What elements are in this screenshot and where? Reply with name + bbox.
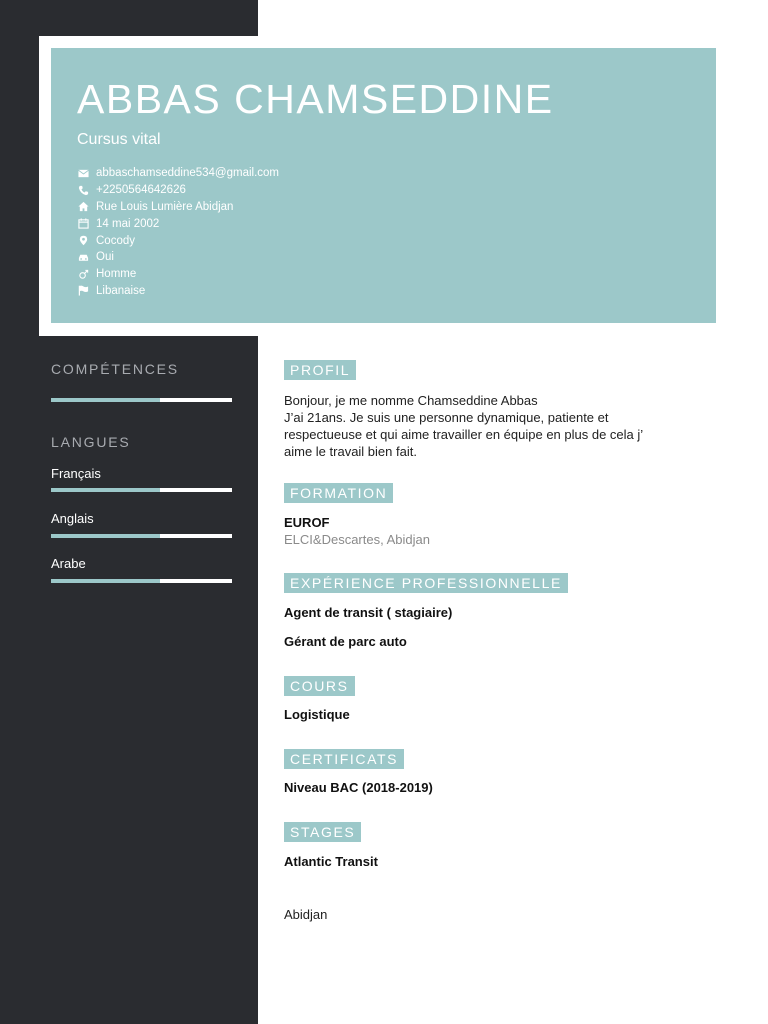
profil-line: aime le travail bien fait.	[284, 444, 417, 459]
language-arabic-bar	[51, 579, 232, 583]
experience-item: Gérant de parc auto	[284, 634, 407, 649]
contact-list	[76, 165, 279, 299]
contact-email[interactable]	[76, 165, 279, 182]
skills-level-bar	[51, 398, 232, 402]
map-pin-icon	[76, 235, 90, 247]
contact-city-text: Cocody	[96, 234, 135, 247]
language-english: Anglais	[51, 511, 94, 526]
contact-email-text: abbaschamseddine534@gmail.com	[96, 167, 280, 180]
envelope-icon	[76, 167, 90, 179]
section-title-formation: FORMATION	[284, 483, 393, 503]
profil-text	[284, 392, 704, 460]
contact-address	[76, 199, 279, 216]
language-arabic: Arabe	[51, 556, 86, 571]
languages-title: LANGUES	[51, 434, 131, 450]
contact-phone[interactable]	[76, 182, 279, 199]
resume-subtitle: Cursus vital	[77, 131, 161, 148]
language-english-bar	[51, 534, 232, 538]
stages-item: Atlantic Transit	[284, 854, 378, 869]
phone-icon	[76, 184, 90, 196]
car-icon	[76, 251, 90, 263]
section-title-stages: STAGES	[284, 822, 361, 842]
skills-title: COMPÉTENCES	[51, 361, 179, 377]
formation-detail: ELCI&Descartes, Abidjan	[284, 532, 430, 547]
language-arabic-fill	[51, 579, 160, 583]
profil-line: respectueuse et qui aime travailler en équipe en plus de cela j’	[284, 427, 644, 442]
contact-driving	[76, 249, 279, 266]
contact-phone-text: +2250564642626	[96, 184, 186, 197]
language-french-fill	[51, 488, 160, 492]
section-title-profil: PROFIL	[284, 360, 356, 380]
gender-icon	[76, 268, 90, 280]
language-english-fill	[51, 534, 160, 538]
resume-name: ABBAS CHAMSEDDINE	[77, 76, 554, 122]
section-title-certificats: CERTIFICATS	[284, 749, 404, 769]
section-title-cours: COURS	[284, 676, 355, 696]
contact-birthdate-text: 14 mai 2002	[96, 217, 160, 230]
contact-nationality	[76, 283, 279, 300]
profil-line: J’ai 21ans. Je suis une personne dynamique, patiente et	[284, 410, 609, 425]
contact-address-text: Rue Louis Lumière Abidjan	[96, 200, 234, 213]
profil-line: Bonjour, je me nomme Chamseddine Abbas	[284, 393, 538, 408]
language-french: Français	[51, 466, 101, 481]
contact-gender-text: Homme	[96, 268, 137, 281]
stages-location: Abidjan	[284, 907, 328, 922]
home-icon	[76, 201, 90, 213]
calendar-icon	[76, 218, 90, 230]
cours-item: Logistique	[284, 707, 350, 722]
contact-driving-text: Oui	[96, 251, 114, 264]
language-french-bar	[51, 488, 232, 492]
contact-nationality-text: Libanaise	[96, 284, 146, 297]
section-title-experience: EXPÉRIENCE PROFESSIONNELLE	[284, 573, 568, 593]
flag-icon	[76, 285, 90, 297]
skills-level-fill	[51, 398, 160, 402]
certificats-item: Niveau BAC (2018-2019)	[284, 780, 433, 795]
experience-item: Agent de transit ( stagiaire)	[284, 605, 453, 620]
formation-school: EUROF	[284, 515, 330, 530]
contact-gender	[76, 266, 279, 283]
contact-city	[76, 232, 279, 249]
contact-birthdate	[76, 215, 279, 232]
